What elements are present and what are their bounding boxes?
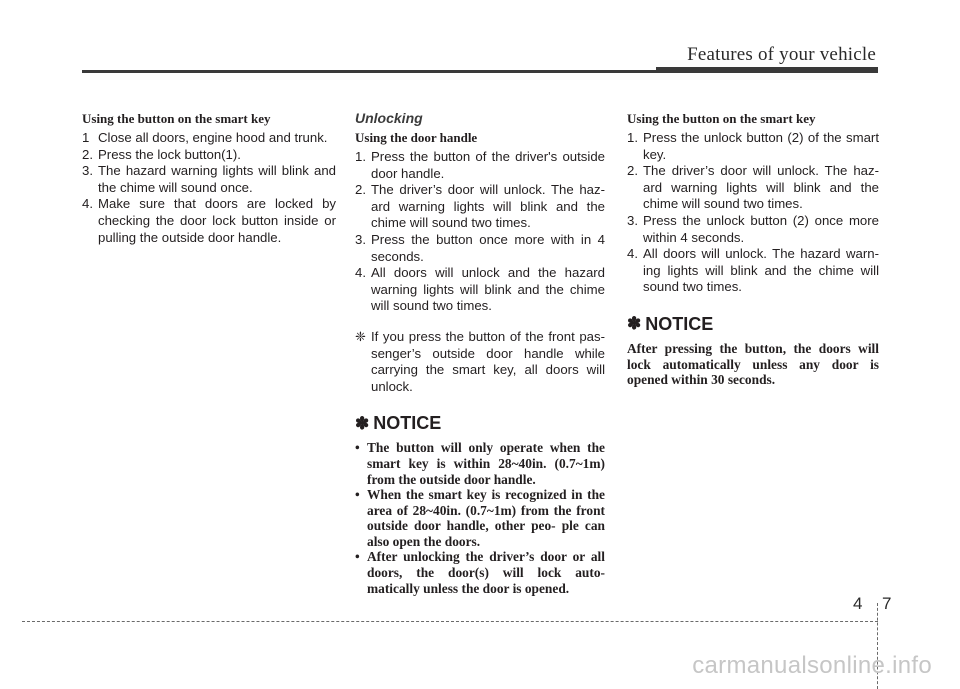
step-item [82, 196, 336, 246]
notice-star-icon: ✽ [355, 413, 370, 433]
header-rule-accent [656, 67, 878, 73]
step-text: Press the button once more with in 4 seconds. [371, 231, 605, 264]
step-item [355, 265, 605, 315]
step-number: 1. [355, 149, 366, 164]
step-text: The driver’s door will unlock. The haz- ard warning lights will blink and the chime will sound two times. [371, 182, 605, 231]
notice-item [355, 440, 605, 487]
step-number: 4. [355, 265, 366, 281]
step-number: 2. [355, 182, 366, 198]
page-header-title: Features of your vehicle [687, 44, 876, 65]
notice-heading [627, 314, 879, 335]
watermark-text: carmanualsonline.info [692, 652, 932, 679]
step-number: 2. [82, 146, 93, 162]
tip-mark-icon: ❈ [355, 328, 367, 344]
notice-item [355, 487, 605, 549]
notice-item-text: After unlocking the driver’s door or all doors, the door(s) will lock auto- matically unless the door is opened. [367, 549, 605, 596]
page-number: 7 [882, 594, 892, 613]
chapter-number: 4 [853, 594, 863, 613]
step-item [627, 130, 879, 163]
step-text: All doors will unlock. The hazard warn- ing lights will blink and the chime will sound two times. [643, 246, 879, 295]
subsection-heading: Using the button on the smart key [82, 111, 271, 126]
notice-heading [355, 413, 605, 434]
notice-list [355, 440, 605, 596]
step-list [355, 149, 605, 315]
step-number: 3. [627, 212, 638, 228]
step-number: 1. [627, 130, 638, 145]
step-list [627, 130, 879, 296]
column-unlocking [355, 110, 605, 596]
step-item [627, 163, 879, 213]
step-item [627, 246, 879, 296]
notice-item-text: When the smart key is recognized in the area of 28~40in. (0.7~1m) from the front outside door handle, other peo- ple can also open the doors. [367, 487, 605, 549]
step-number: 2. [627, 163, 638, 179]
notice-title-text: NOTICE [645, 313, 714, 334]
section-title: Unlocking [355, 110, 423, 126]
notice-text: After pressing the button, the doors will lock automatically unless any door is opened within 30 seconds. [627, 340, 879, 388]
footer-dashed-rule [22, 621, 878, 622]
step-number: 3. [82, 163, 93, 179]
step-text: The driver’s door will unlock. The haz- ard warning lights will blink and the chime will sound two times. [643, 163, 879, 212]
step-number: 4. [627, 246, 638, 262]
notice-star-icon: ✽ [627, 314, 642, 334]
step-number: 3. [355, 231, 366, 247]
step-text: All doors will unlock and the hazard warning lights will blink and the chime will sound two times. [371, 265, 605, 314]
step-number: 4. [82, 196, 93, 212]
step-text: Close all doors, engine hood and trunk. [98, 130, 328, 145]
bullet-icon: • [355, 549, 360, 565]
step-item [355, 182, 605, 232]
step-item [82, 147, 336, 164]
bullet-icon: • [355, 487, 360, 503]
step-text: Press the unlock button (2) once more within 4 seconds. [643, 212, 879, 245]
bullet-icon: • [355, 440, 360, 456]
step-item [355, 232, 605, 265]
step-number: 1 [82, 130, 90, 145]
subsection-heading: Using the door handle [355, 130, 478, 145]
step-item [82, 130, 336, 147]
tip-note [355, 329, 605, 395]
tip-text: If you press the button of the front pas- senger’s outside door handle while carrying the smart key, all doors will unlock. [371, 328, 605, 394]
notice-item [355, 549, 605, 596]
step-text: Press the unlock button (2) of the smart key. [643, 130, 879, 162]
step-text: Press the button of the driver's outside door handle. [371, 149, 605, 181]
step-list [82, 130, 336, 246]
column-unlock-smart-key [627, 110, 879, 388]
notice-title-text: NOTICE [373, 413, 442, 434]
step-item [627, 213, 879, 246]
step-item [82, 163, 336, 196]
notice-item-text: The button will only operate when the smart key is within 28~40in. (0.7~1m) from the outside door handle. [367, 440, 605, 487]
subsection-heading: Using the button on the smart key [627, 111, 816, 126]
column-lock-smart-key [82, 110, 336, 246]
step-text: Make sure that doors are locked by checking the door lock button inside or pulling the outside door handle. [98, 196, 336, 245]
step-text: The hazard warning lights will blink and the chime will sound once. [98, 163, 336, 195]
step-item [355, 149, 605, 182]
step-text: Press the lock button(1). [98, 146, 241, 162]
